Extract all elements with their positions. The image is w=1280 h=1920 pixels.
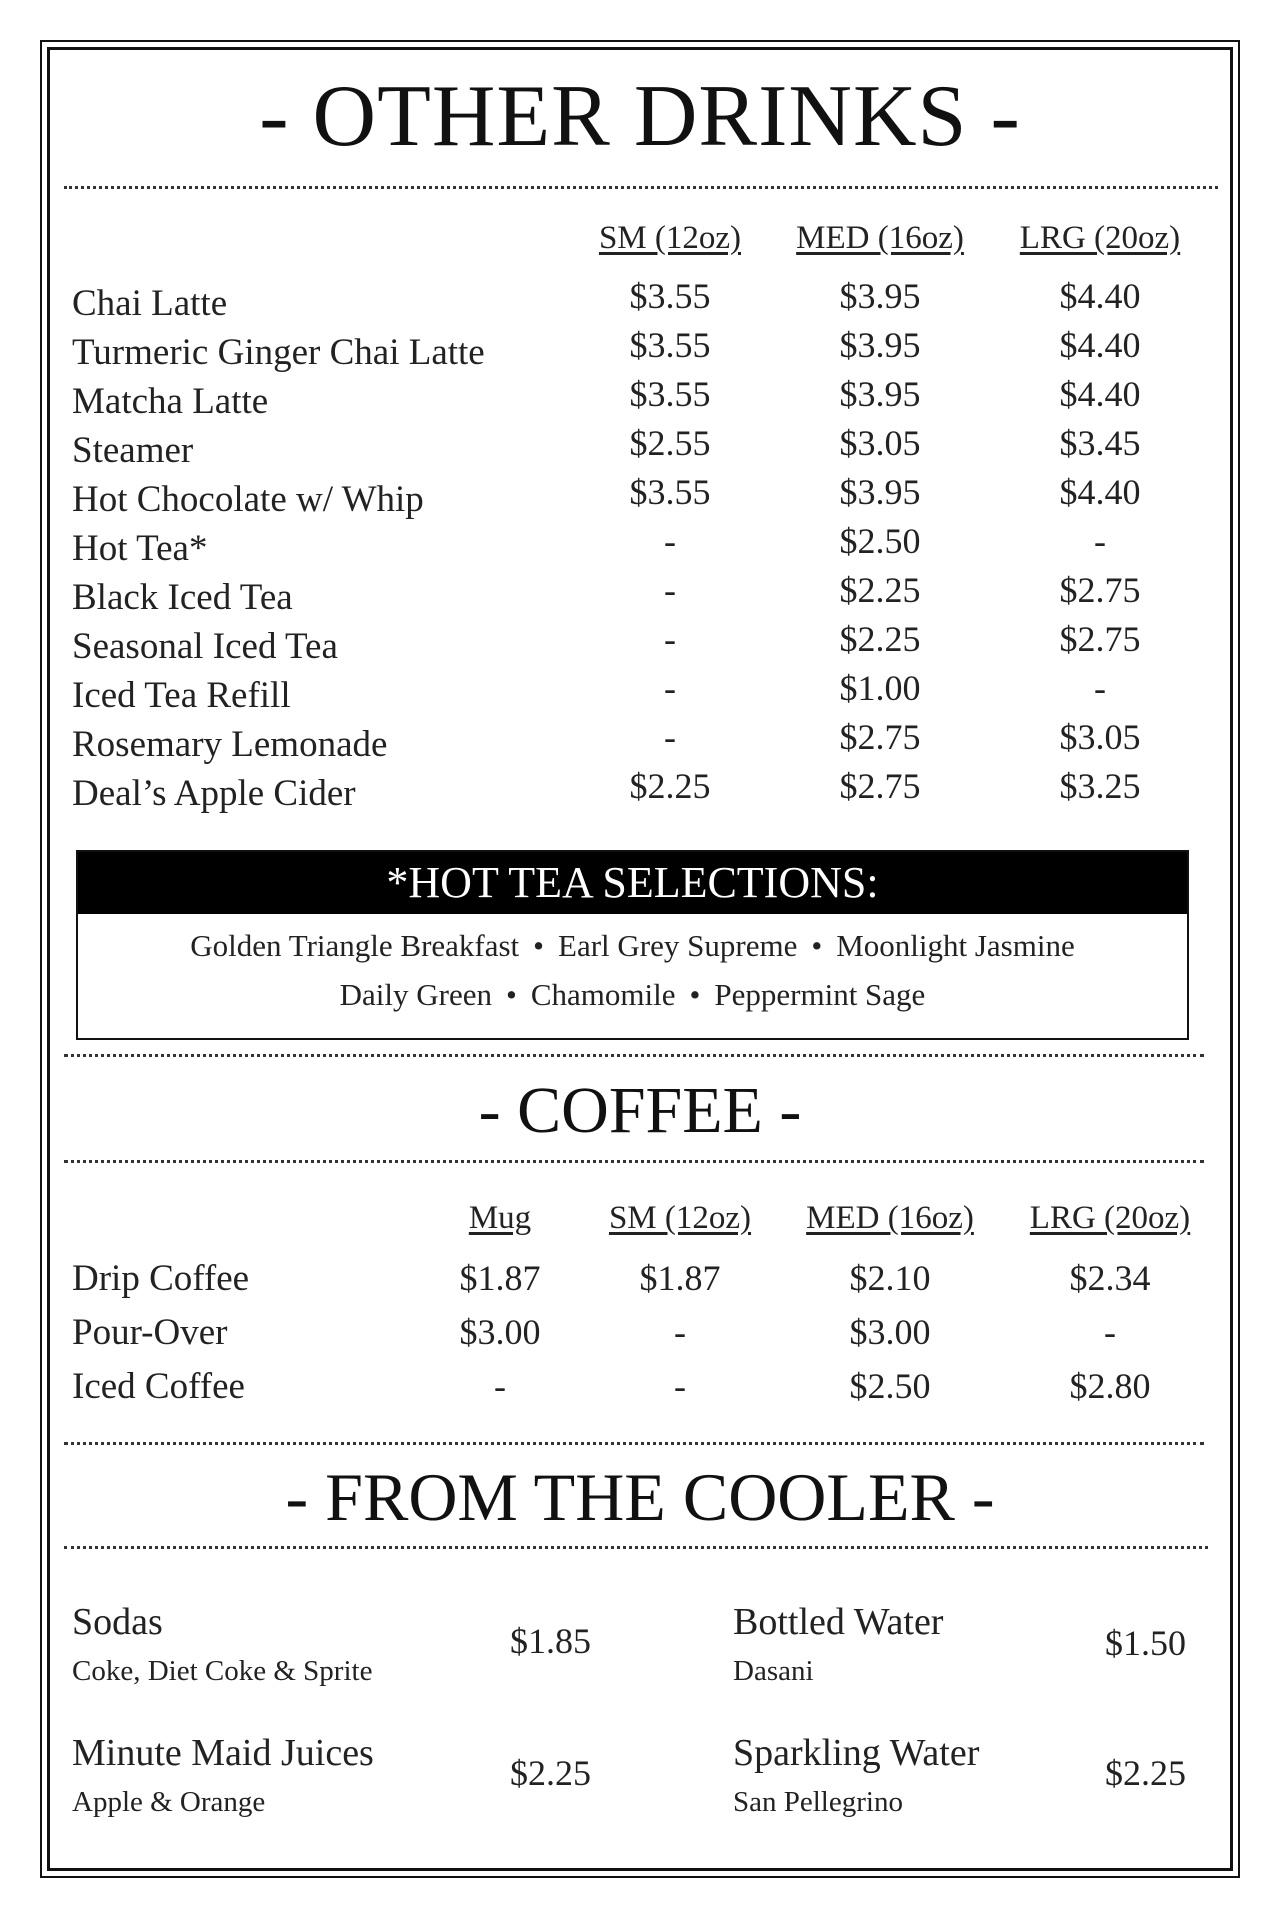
other-drinks-title: - OTHER DRINKS -: [259, 68, 1021, 165]
coffee-price-sm: -: [674, 1366, 686, 1406]
bullet: •: [811, 928, 823, 963]
drink-price-sm: $3.55: [629, 276, 711, 316]
drink-price-sm: $3.55: [629, 374, 711, 414]
drink-name: Chai Latte: [72, 283, 228, 324]
drink-name: Iced Tea Refill: [72, 675, 291, 716]
hot-tea-line-1: [76, 928, 1189, 964]
drink-price-med: $2.75: [839, 717, 921, 757]
coffee-price-sm: -: [674, 1312, 686, 1352]
divider: [64, 1546, 1208, 1549]
coffee-price-med: $3.00: [849, 1312, 931, 1352]
drink-price-sm: -: [664, 619, 676, 659]
drink-name: Rosemary Lemonade: [72, 724, 388, 765]
drink-name: Hot Chocolate w/ Whip: [72, 479, 424, 520]
header-lrg: LRG (20oz): [1019, 220, 1181, 256]
drink-price-sm: -: [664, 717, 676, 757]
drink-price-med: $3.05: [839, 423, 921, 463]
drink-price-med: $1.00: [839, 668, 921, 708]
cooler-title: - FROM THE COOLER -: [285, 1459, 995, 1535]
header-med: MED (16oz): [796, 220, 964, 256]
drink-price-lrg: $2.75: [1059, 570, 1141, 610]
drink-price-med: $3.95: [839, 276, 921, 316]
drink-price-lrg: $4.40: [1059, 472, 1141, 512]
coffee-header-med: MED (16oz): [806, 1200, 974, 1236]
coffee-header-mug: Mug: [468, 1200, 532, 1236]
drink-name: Black Iced Tea: [72, 577, 293, 618]
drink-name: Deal’s Apple Cider: [72, 773, 356, 814]
hot-tea-title: *HOT TEA SELECTIONS:: [78, 852, 1187, 914]
divider: [64, 186, 1218, 189]
tea-peppermint-sage: Peppermint Sage: [714, 977, 926, 1012]
drink-price-lrg: $4.40: [1059, 276, 1141, 316]
divider: [64, 1054, 1204, 1057]
cooler-item-name: Bottled Water: [733, 1601, 944, 1643]
coffee-price-lrg: $2.34: [1069, 1258, 1151, 1298]
tea-golden-triangle: Golden Triangle Breakfast: [190, 928, 520, 963]
tea-moonlight-jasmine: Moonlight Jasmine: [836, 928, 1075, 963]
tea-daily-green: Daily Green: [339, 977, 493, 1012]
drink-price-med: $3.95: [839, 325, 921, 365]
coffee-price-med: $2.10: [849, 1258, 931, 1298]
cooler-item-sub: Dasani: [733, 1655, 814, 1687]
coffee-title: - COFFEE -: [478, 1074, 802, 1147]
divider: [64, 1442, 1204, 1445]
cooler-item-name: Sodas: [72, 1601, 163, 1643]
drink-name: Steamer: [72, 430, 194, 471]
coffee-price-mug: $3.00: [459, 1312, 541, 1352]
drink-price-med: $2.50: [839, 521, 921, 561]
drink-price-med: $2.75: [839, 766, 921, 806]
hot-tea-line-2: [76, 977, 1189, 1013]
drink-price-lrg: $4.40: [1059, 325, 1141, 365]
drink-name: Seasonal Iced Tea: [72, 626, 338, 667]
drink-price-sm: $2.55: [629, 423, 711, 463]
drink-name: Turmeric Ginger Chai Latte: [72, 332, 485, 373]
bullet: •: [533, 928, 545, 963]
drink-price-lrg: -: [1094, 521, 1106, 561]
coffee-price-med: $2.50: [849, 1366, 931, 1406]
bullet: •: [506, 977, 517, 1012]
coffee-name: Drip Coffee: [72, 1258, 250, 1299]
drink-price-lrg: $3.05: [1059, 717, 1141, 757]
drink-price-med: $2.25: [839, 570, 921, 610]
drink-price-med: $3.95: [839, 472, 921, 512]
cooler-item-sub: San Pellegrino: [733, 1786, 903, 1818]
coffee-price-sm: $1.87: [639, 1258, 721, 1298]
drink-price-sm: -: [664, 570, 676, 610]
coffee-name: Iced Coffee: [72, 1366, 245, 1407]
drink-price-lrg: $2.75: [1059, 619, 1141, 659]
drink-price-sm: -: [664, 521, 676, 561]
drink-name: Matcha Latte: [72, 381, 269, 422]
drink-price-sm: $3.55: [629, 472, 711, 512]
drink-price-lrg: -: [1094, 668, 1106, 708]
cooler-item-name: Sparkling Water: [733, 1732, 980, 1774]
drink-name: Hot Tea*: [72, 528, 208, 569]
coffee-name: Pour-Over: [72, 1312, 228, 1353]
divider: [64, 1160, 1204, 1163]
drink-price-lrg: $4.40: [1059, 374, 1141, 414]
header-sm: SM (12oz): [598, 220, 742, 256]
tea-earl-grey: Earl Grey Supreme: [558, 928, 798, 963]
drink-price-sm: -: [664, 668, 676, 708]
drink-price-med: $3.95: [839, 374, 921, 414]
bullet: •: [689, 977, 701, 1012]
cooler-item-price: $1.50: [1105, 1623, 1186, 1663]
cooler-item-sub: Coke, Diet Coke & Sprite: [72, 1655, 373, 1687]
drink-price-lrg: $3.25: [1059, 766, 1141, 806]
drink-price-med: $2.25: [839, 619, 921, 659]
coffee-header-lrg: LRG (20oz): [1029, 1200, 1191, 1236]
cooler-item-price: $2.25: [1105, 1753, 1186, 1793]
drink-price-lrg: $3.45: [1059, 423, 1141, 463]
coffee-price-lrg: -: [1104, 1312, 1116, 1352]
cooler-item-price: $2.25: [510, 1753, 591, 1793]
drink-price-sm: $3.55: [629, 325, 711, 365]
tea-chamomile: Chamomile: [530, 977, 676, 1012]
coffee-price-mug: $1.87: [459, 1258, 541, 1298]
coffee-price-lrg: $2.80: [1069, 1366, 1151, 1406]
drink-price-sm: $2.25: [629, 766, 711, 806]
cooler-item-name: Minute Maid Juices: [72, 1732, 374, 1774]
coffee-header-sm: SM (12oz): [608, 1200, 752, 1236]
cooler-item-sub: Apple & Orange: [72, 1786, 266, 1818]
cooler-item-price: $1.85: [510, 1621, 591, 1661]
coffee-price-mug: -: [494, 1366, 506, 1406]
